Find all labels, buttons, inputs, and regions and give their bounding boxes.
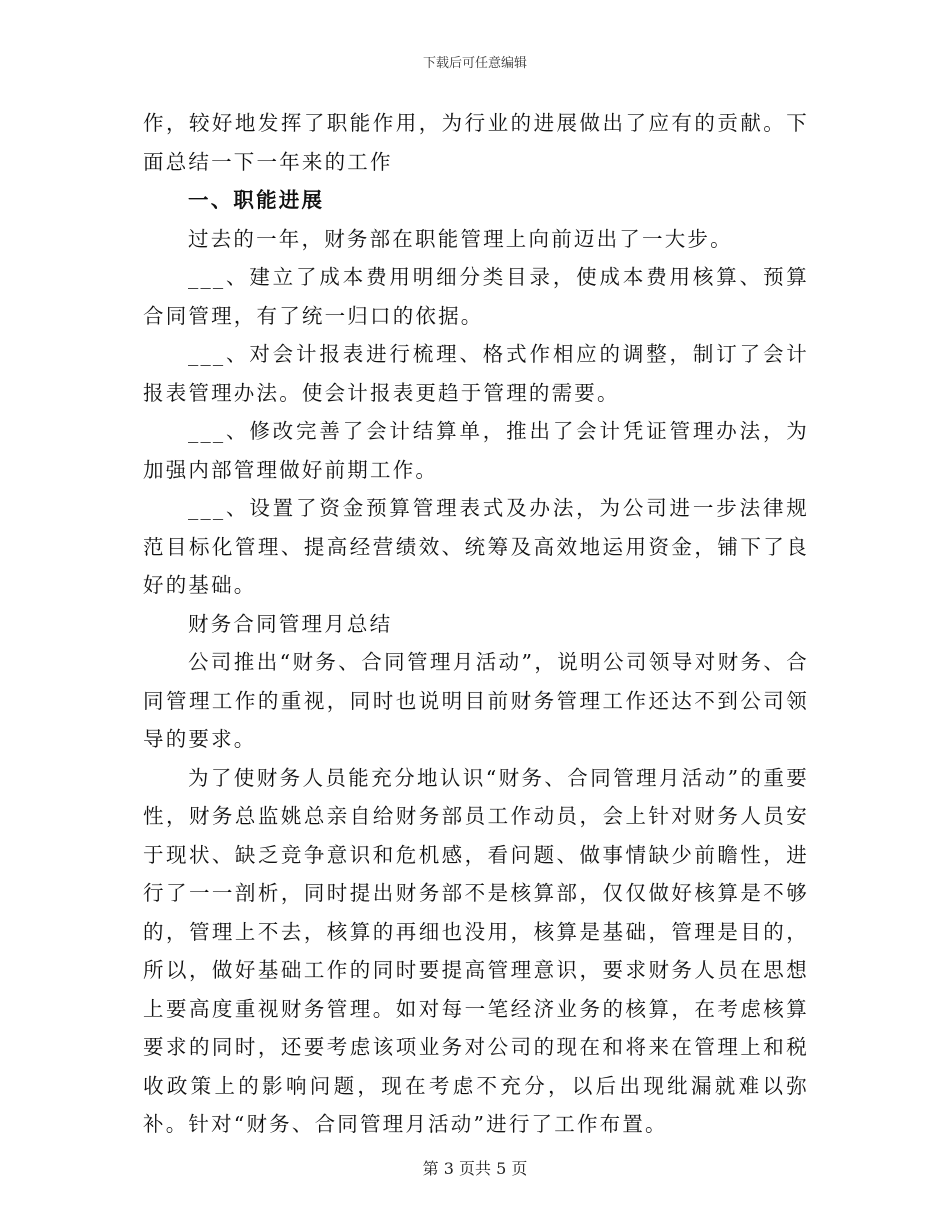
header-note: 下载后可任意编辑 <box>422 56 527 71</box>
paragraph-5: ___、修改完善了会计结算单，推出了会计凭证管理办法，为加强内部管理做好前期工作。 <box>143 419 809 482</box>
document-body <box>143 104 809 1144</box>
paragraph-4: ___、对会计报表进行梳理、格式作相应的调整，制订了会计报表管理办法。使会计报表更趋于管理的需要。 <box>143 342 809 405</box>
paragraph-3: ___、建立了成本费用明细分类目录，使成本费用核算、预算合同管理，有了统一归口的依据。 <box>143 265 809 328</box>
paragraph-8: 公司推出“财务、合同管理月活动”，说明公司领导对财务、合同管理工作的重视，同时也说明目前财务管理工作还达不到公司领导的要求。 <box>143 650 809 751</box>
paragraph-2: 过去的一年，财务部在职能管理上向前迈出了一大步。 <box>188 226 733 251</box>
section-heading: 一、职能进展 <box>188 188 325 212</box>
paragraph-1: 作，较好地发挥了职能作用，为行业的进展做出了应有的贡献。下面总结一下一年来的工作 <box>143 111 809 174</box>
paragraph-9: 为了使财务人员能充分地认识“财务、合同管理月活动”的重要性，财务总监姚总亲自给财务部员工作动员，会上针对财务人员安于现状、缺乏竞争意识和危机感，看问题、做事情缺少前瞻性，进行了一一剖析，同时提出财务部不是核算部，仅仅做好核算是不够的，管理上不去，核算的再细也没用，核算是基础，管理是目的，所以，做好基础工作的同时要提高管理意识，要求财务人员在思想上要高度重视财务管理。如对每一笔经济业务的核算，在考虑核算要求的同时，还要考虑该项业务对公司的现在和将来在管理上和税收政策上的影响问题，现在考虑不充分，以后出现纰漏就难以弥补。针对“财务、合同管理月活动”进行了工作布置。 <box>143 765 809 1136</box>
paragraph-6: ___、设置了资金预算管理表式及办法，为公司进一步法律规范目标化管理、提高经营绩效、统筹及高效地运用资金，铺下了良好的基础。 <box>143 496 809 597</box>
page-number: 第 3 页共 5 页 <box>422 1159 528 1178</box>
subsection-title: 财务合同管理月总结 <box>188 611 393 636</box>
